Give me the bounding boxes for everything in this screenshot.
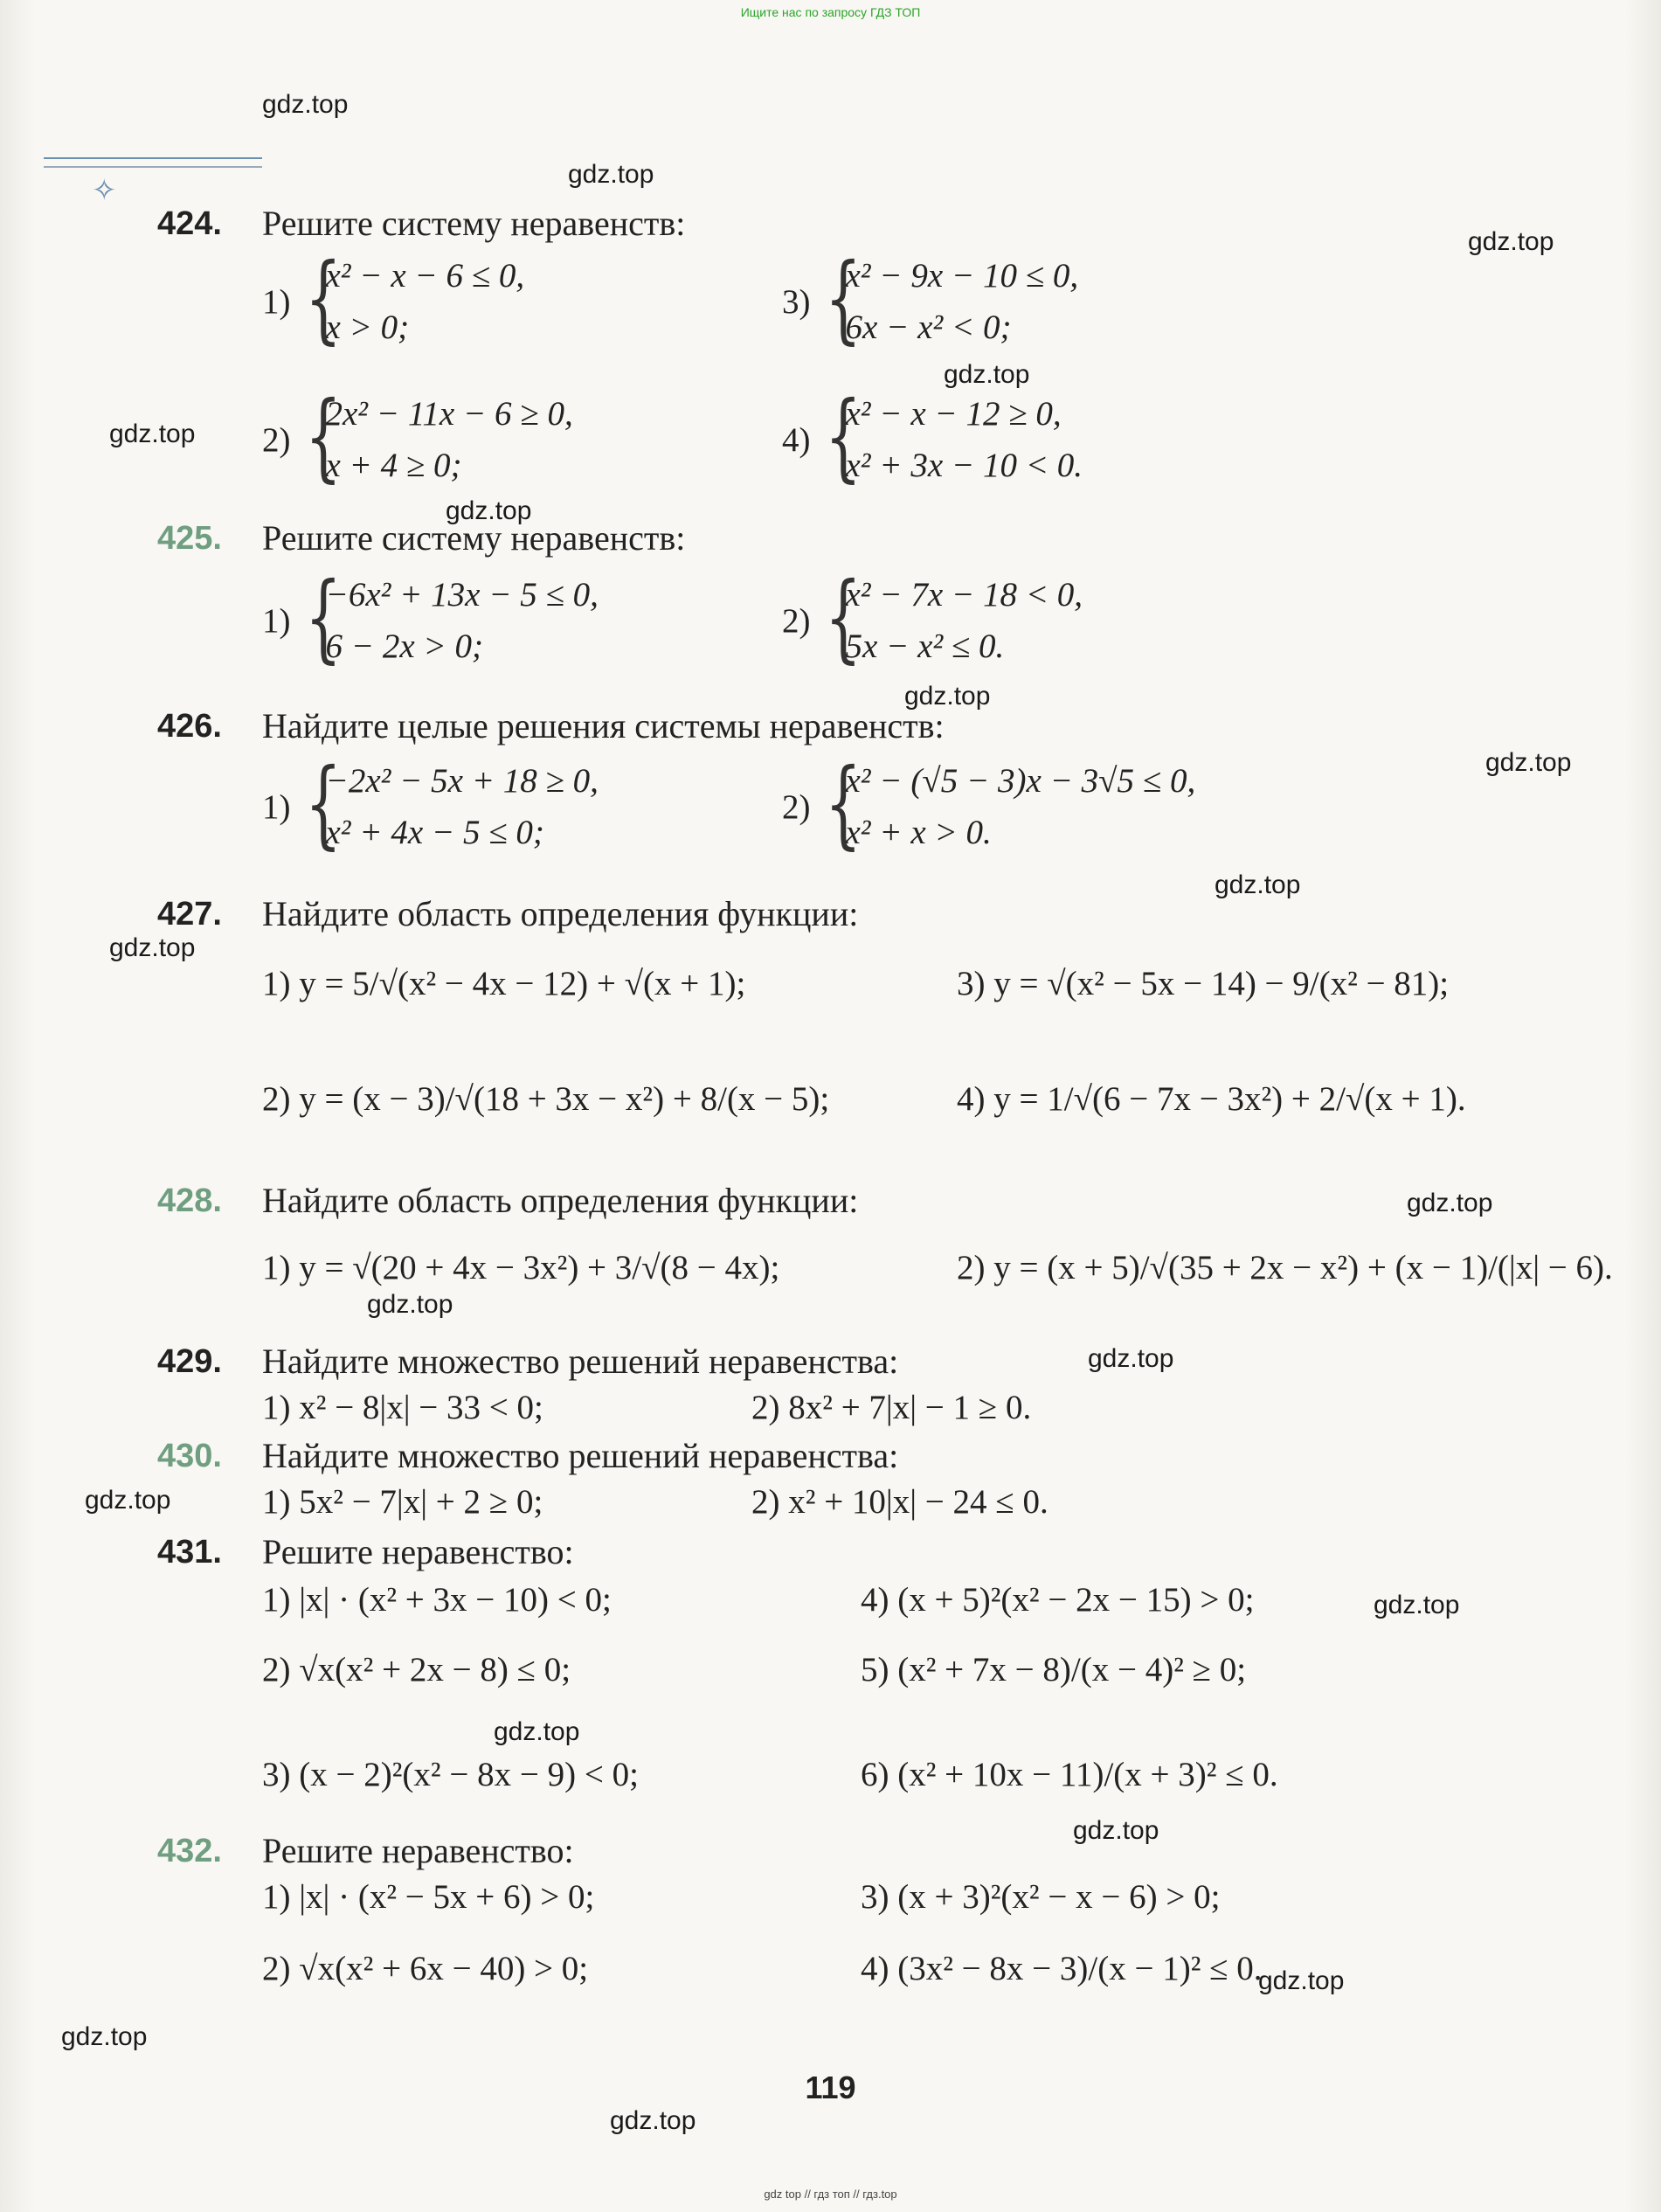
item-label: 2) [751, 1483, 780, 1521]
item-label: 1) [262, 1878, 291, 1916]
inequality: x² − 9x − 10 ≤ 0, [845, 257, 1079, 295]
item-label: 2) [262, 1950, 291, 1987]
item-label: 1) [262, 1389, 291, 1426]
decorative-line [44, 157, 262, 159]
problem-heading: Решите неравенство: [262, 1532, 574, 1571]
formula-item [861, 1949, 1263, 1988]
footer-links[interactable]: gdz top // гдз топ // гдз.top [764, 2188, 897, 2201]
inequality: x² − x − 6 ≤ 0, [325, 257, 525, 295]
watermark: gdz.top [1088, 1344, 1174, 1373]
item-label: 1) [262, 601, 291, 640]
inequality: 6x − x² < 0; [845, 309, 1012, 346]
inequality: −2x² − 5x + 18 ≥ 0, [325, 762, 599, 800]
system-item [782, 380, 1083, 492]
formula: (x² + 10x − 11)/(x + 3)² ≤ 0. [897, 1756, 1278, 1793]
formula-item [861, 1650, 1246, 1689]
system-item [782, 242, 1079, 354]
formula: (x² + 7x − 8)/(x − 4)² ≥ 0; [897, 1651, 1247, 1688]
problem-number: 424. [157, 205, 222, 242]
watermark: gdz.top [61, 2022, 148, 2051]
brace-icon: { [824, 747, 862, 859]
brace-icon: { [824, 561, 862, 673]
brace-icon: { [304, 561, 342, 673]
watermark: gdz.top [1468, 227, 1554, 256]
item-label: 4) [957, 1080, 986, 1118]
problem-number: 429. [157, 1343, 222, 1380]
watermark: gdz.top [1258, 1966, 1345, 1995]
item-label: 1) [262, 1249, 291, 1286]
item-label: 3) [861, 1878, 889, 1916]
item-label: 1) [262, 1581, 291, 1619]
item-label: 2) [782, 601, 811, 640]
inequality: x² − (√5 − 3)x − 3√5 ≤ 0, [845, 762, 1196, 800]
formula: y = (x − 3)/√(18 + 3x − x²) + 8/(x − 5); [299, 1080, 830, 1118]
item-label: 3) [262, 1756, 291, 1793]
top-search-hint[interactable]: Ищите нас по запросу ГДЗ ТОП [740, 5, 921, 19]
formula: (3x² − 8x − 3)/(x − 1)² ≤ 0. [897, 1950, 1263, 1987]
watermark: gdz.top [1374, 1591, 1460, 1619]
system-item [262, 747, 599, 859]
inequality: x² + x > 0. [845, 814, 992, 851]
problem-number: 426. [157, 708, 222, 745]
item-label: 4) [782, 420, 811, 459]
inequality: x² − x − 12 ≥ 0, [845, 395, 1062, 433]
item-label: 3) [782, 282, 811, 321]
problem-number: 427. [157, 896, 222, 933]
formula-item [262, 1877, 594, 1917]
formula: x² − 8|x| − 33 < 0; [299, 1389, 543, 1426]
watermark: gdz.top [446, 496, 532, 525]
formula: √x(x² + 6x − 40) > 0; [299, 1950, 589, 1987]
item-label: 2) [751, 1389, 780, 1426]
formula: y = 5/√(x² − 4x − 12) + √(x + 1); [299, 965, 746, 1002]
formula: (x + 3)²(x² − x − 6) > 0; [897, 1878, 1221, 1916]
problem-heading: Найдите множество решений неравенства: [262, 1436, 899, 1475]
watermark: gdz.top [1073, 1816, 1159, 1845]
formula: y = √(20 + 4x − 3x²) + 3/√(8 − 4x); [299, 1249, 780, 1286]
problem-heading: Найдите целые решения системы неравенств: [262, 706, 945, 745]
problem-heading: Найдите область определения функции: [262, 894, 859, 933]
formula-item [262, 1755, 639, 1794]
inequality: x² − 7x − 18 < 0, [845, 576, 1083, 614]
problem-number: 431. [157, 1534, 222, 1571]
watermark: gdz.top [109, 933, 196, 962]
formula: y = (x + 5)/√(35 + 2x − x²) + (x − 1)/(|x| − 6). [993, 1249, 1613, 1286]
brace-icon: { [824, 242, 862, 354]
formula-item [262, 1482, 543, 1522]
watermark: gdz.top [1407, 1189, 1493, 1217]
problem-heading: Найдите область определения функции: [262, 1181, 859, 1220]
problem-number: 425. [157, 520, 222, 557]
item-label: 2) [262, 1651, 291, 1688]
problem-heading: Решите систему неравенств: [262, 204, 686, 243]
formula: (x + 5)²(x² − 2x − 15) > 0; [897, 1581, 1255, 1619]
problem-number: 428. [157, 1182, 222, 1219]
item-label: 6) [861, 1756, 889, 1793]
formula: |x| · (x² − 5x + 6) > 0; [299, 1878, 595, 1916]
system-item [262, 242, 525, 354]
formula-item [861, 1877, 1220, 1917]
formula-item [751, 1388, 1031, 1427]
brace-icon: { [304, 747, 342, 859]
item-label: 4) [861, 1950, 889, 1987]
formula: 8x² + 7|x| − 1 ≥ 0. [788, 1389, 1032, 1426]
formula: x² + 10|x| − 24 ≤ 0. [788, 1483, 1049, 1521]
formula-item [262, 1580, 612, 1619]
item-label: 3) [957, 965, 986, 1002]
item-label: 1) [262, 965, 291, 1002]
inequality: 5x − x² ≤ 0. [845, 628, 1005, 665]
formula: 5x² − 7|x| + 2 ≥ 0; [299, 1483, 543, 1521]
problem-number: 432. [157, 1833, 222, 1869]
formula-item [957, 1079, 1466, 1119]
star-icon: ✧ [92, 175, 117, 207]
formula-item [262, 1949, 588, 1988]
formula-item [861, 1755, 1278, 1794]
watermark: gdz.top [944, 360, 1030, 389]
watermark: gdz.top [610, 2106, 696, 2135]
formula: (x − 2)²(x² − 8x − 9) < 0; [299, 1756, 639, 1793]
inequality: x + 4 ≥ 0; [325, 447, 462, 484]
formula: √x(x² + 2x − 8) ≤ 0; [299, 1651, 571, 1688]
system-item [262, 380, 573, 492]
item-label: 2) [957, 1249, 986, 1286]
watermark: gdz.top [85, 1486, 171, 1515]
formula-item [262, 964, 745, 1003]
system-item [262, 561, 599, 673]
item-label: 1) [262, 282, 291, 321]
system-item [782, 561, 1083, 673]
inequality: x > 0; [325, 309, 410, 346]
watermark: gdz.top [367, 1290, 453, 1319]
problem-number: 430. [157, 1438, 222, 1474]
formula: |x| · (x² + 3x − 10) < 0; [299, 1581, 612, 1619]
formula-item [262, 1388, 543, 1427]
brace-icon: { [824, 380, 862, 492]
item-label: 1) [262, 1483, 291, 1521]
formula-item [957, 964, 1449, 1003]
problem-heading: Решите неравенство: [262, 1831, 574, 1870]
item-label: 4) [861, 1581, 889, 1619]
problem-heading: Найдите множество решений неравенства: [262, 1342, 899, 1381]
item-label: 2) [262, 420, 291, 459]
inequality: x² + 4x − 5 ≤ 0; [325, 814, 544, 851]
item-label: 1) [262, 787, 291, 826]
formula: y = 1/√(6 − 7x − 3x²) + 2/√(x + 1). [993, 1080, 1466, 1118]
watermark: gdz.top [109, 420, 196, 448]
formula-item [262, 1650, 571, 1689]
inequality: 2x² − 11x − 6 ≥ 0, [325, 395, 573, 433]
watermark: gdz.top [904, 682, 991, 711]
formula: y = √(x² − 5x − 14) − 9/(x² − 81); [993, 965, 1450, 1002]
inequality: x² + 3x − 10 < 0. [845, 447, 1083, 484]
brace-icon: { [304, 242, 342, 354]
page-number: 119 [805, 2070, 856, 2105]
item-label: 5) [861, 1651, 889, 1688]
watermark: gdz.top [262, 90, 349, 119]
system-item [782, 747, 1196, 859]
watermark: gdz.top [1485, 748, 1572, 777]
item-label: 2) [262, 1080, 291, 1118]
formula-item [861, 1580, 1254, 1619]
formula-item [957, 1248, 1613, 1287]
inequality: 6 − 2x > 0; [325, 628, 483, 665]
watermark: gdz.top [494, 1717, 580, 1746]
formula-item [262, 1079, 829, 1119]
formula-item [751, 1482, 1049, 1522]
watermark: gdz.top [568, 160, 654, 189]
decorative-line [44, 166, 262, 168]
inequality: −6x² + 13x − 5 ≤ 0, [325, 576, 599, 614]
item-label: 2) [782, 787, 811, 826]
watermark: gdz.top [1215, 870, 1301, 899]
formula-item [262, 1248, 779, 1287]
brace-icon: { [304, 380, 342, 492]
problem-heading: Решите систему неравенств: [262, 518, 686, 558]
